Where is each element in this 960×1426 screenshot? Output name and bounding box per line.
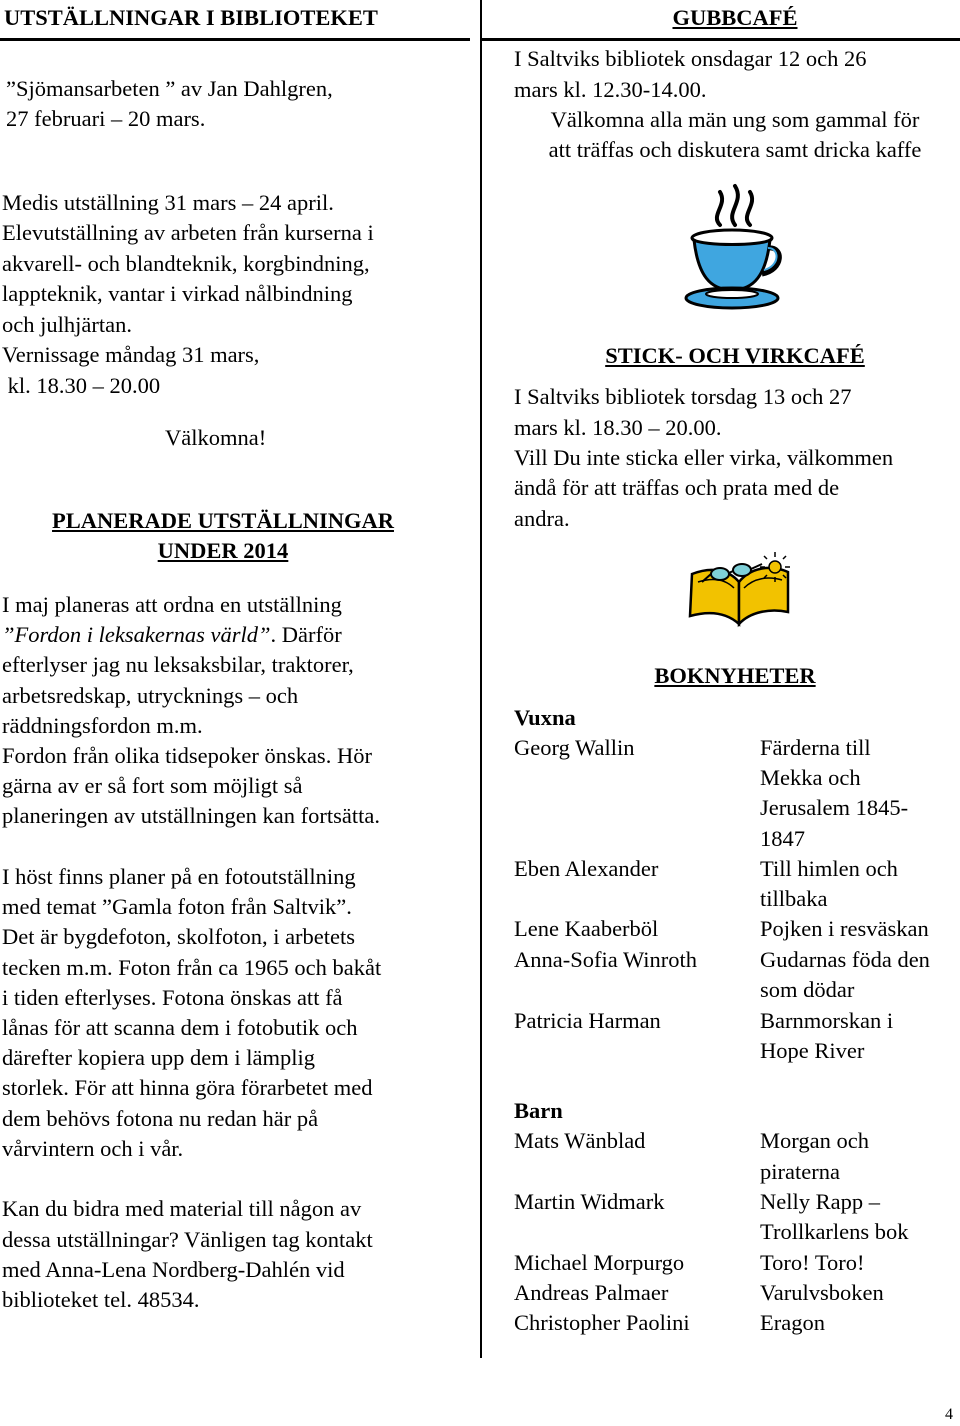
exhibit2-line: akvarell- och blandteknik, korgbindning, [2, 251, 370, 276]
welcome-text: Välkomna! [165, 425, 267, 450]
children-heading: Barn [514, 1098, 563, 1123]
sun-icon [758, 550, 792, 584]
para-line: storlek. För att hinna göra förarbetet med [2, 1075, 373, 1100]
stickcafe-title: STICK- OCH VIRKCAFÉ [605, 343, 865, 368]
stickcafe-line: mars kl. 18.30 – 20.00. [514, 415, 722, 440]
top-rule-left [0, 38, 470, 41]
para-line: biblioteket tel. 48534. [2, 1287, 200, 1312]
stickcafe-line: I Saltviks bibliotek torsdag 13 och 27 [514, 384, 852, 409]
book-author: Patricia Harman [514, 1008, 661, 1033]
book-author: Michael Morpurgo [514, 1250, 685, 1275]
column-divider [480, 0, 482, 1358]
book-title: Mekka och [760, 765, 861, 790]
stickcafe-line: andra. [514, 506, 570, 531]
gubbcafe-title: GUBBCAFÉ [672, 5, 798, 30]
book-title: som dödar [760, 977, 855, 1002]
para-line: gärna av er så fort som möjligt så [2, 773, 303, 798]
para-line: dem behövs fotona nu redan här på [2, 1106, 319, 1131]
book-title: 1847 [760, 826, 805, 851]
para-line: i tiden efterlyses. Fotona önskas att få [2, 985, 343, 1010]
book-title: Färderna till [760, 735, 871, 760]
page-number: 4 [945, 1406, 953, 1423]
book-author: Mats Wänblad [514, 1128, 646, 1153]
gubbcafe-centered-line: att träffas och diskutera samt dricka kaffe [548, 137, 922, 162]
exhibit1-line: 27 februari – 20 mars. [6, 106, 206, 131]
book-author: Andreas Palmaer [514, 1280, 669, 1305]
para-line [2, 620, 342, 650]
para-line: planeringen av utställningen kan fortsätta. [2, 803, 381, 828]
book-title: Gudarnas föda den [760, 947, 930, 972]
exhibit2-line: kl. 18.30 – 20.00 [2, 373, 161, 398]
para-line: arbetsredskap, utrycknings – och [2, 683, 299, 708]
para-line: Kan du bidra med material till någon av [2, 1196, 362, 1221]
exhibit2-line: lappteknik, vantar i virkad nålbindning [2, 281, 353, 306]
para-line: vårvintern och i vår. [2, 1136, 184, 1161]
para-line: Det är bygdefoton, skolfoton, i arbetets [2, 924, 356, 949]
book-title: Nelly Rapp – [760, 1189, 880, 1214]
book-author: Georg Wallin [514, 735, 635, 760]
top-rule-right [480, 38, 960, 41]
adults-heading: Vuxna [514, 705, 576, 730]
exhibit1-line: ”Sjömansarbeten ” av Jan Dahlgren, [6, 76, 333, 101]
book-title: Pojken i resväskan [760, 916, 929, 941]
stickcafe-line: ändå för att träffas och prata med de [514, 475, 840, 500]
exhibit2-line: Elevutställning av arbeten från kurserna i [2, 220, 374, 245]
exhibit2-line: och julhjärtan. [2, 312, 132, 337]
book-title: Till himlen och [760, 856, 898, 881]
para-line: efterlyser jag nu leksaksbilar, traktorer, [2, 652, 354, 677]
para-line: I höst finns planer på en fotoutställning [2, 864, 356, 889]
book-title: Hope River [760, 1038, 865, 1063]
para-line: I maj planeras att ordna en utställning [2, 592, 342, 617]
boknyheter-title: BOKNYHETER [654, 663, 816, 688]
planned-title: UNDER 2014 [157, 538, 289, 563]
book-title: Morgan och [760, 1128, 869, 1153]
para-line: tecken m.m. Foton från ca 1965 och bakåt [2, 955, 382, 980]
planned-title: PLANERADE UTSTÄLLNINGAR [52, 508, 394, 533]
book-author: Anna-Sofia Winroth [514, 947, 698, 972]
book-title: piraterna [760, 1159, 840, 1184]
para-line: dessa utställningar? Vänligen tag kontakt [2, 1227, 373, 1252]
book-title: Barnmorskan i [760, 1008, 894, 1033]
book-title: Eragon [760, 1310, 825, 1335]
exhibitions-title: UTSTÄLLNINGAR I BIBLIOTEKET [4, 5, 378, 30]
book-title: Toro! Toro! [760, 1250, 865, 1275]
book-author: Lene Kaaberböl [514, 916, 659, 941]
gubbcafe-centered-line: Välkomna alla män ung som gammal för [550, 107, 920, 132]
para-line: lånas för att scanna dem i fotobutik och [2, 1015, 358, 1040]
para-line: Fordon från olika tidsepoker önskas. Hör [2, 743, 372, 768]
book-author: Christopher Paolini [514, 1310, 690, 1335]
book-title: tillbaka [760, 886, 828, 911]
book-title: Varulvsboken [760, 1280, 884, 1305]
gubbcafe-line: I Saltviks bibliotek onsdagar 12 och 26 [514, 46, 867, 71]
book-title: Jerusalem 1845- [760, 795, 909, 820]
stickcafe-line: Vill Du inte sticka eller virka, välkommen [514, 445, 894, 470]
exhibit2-line: Vernissage måndag 31 mars, [2, 342, 260, 367]
para-line: med temat ”Gamla foton från Saltvik”. [2, 894, 352, 919]
book-author: Eben Alexander [514, 856, 659, 881]
para-line: med Anna-Lena Nordberg-Dahlén vid [2, 1257, 345, 1282]
exhibition-name: ”Fordon i leksakernas värld” [2, 622, 271, 647]
para-line: därefter kopiera upp dem i lämplig [2, 1045, 316, 1070]
book-author: Martin Widmark [514, 1189, 665, 1214]
para-line-rest: . Därför [270, 622, 342, 647]
exhibit2-line: Medis utställning 31 mars – 24 april. [2, 190, 334, 215]
coffee-cup-icon [680, 180, 790, 325]
book-title: Trollkarlens bok [760, 1219, 909, 1244]
gubbcafe-line: mars kl. 12.30-14.00. [514, 77, 707, 102]
para-line: räddningsfordon m.m. [2, 713, 203, 738]
